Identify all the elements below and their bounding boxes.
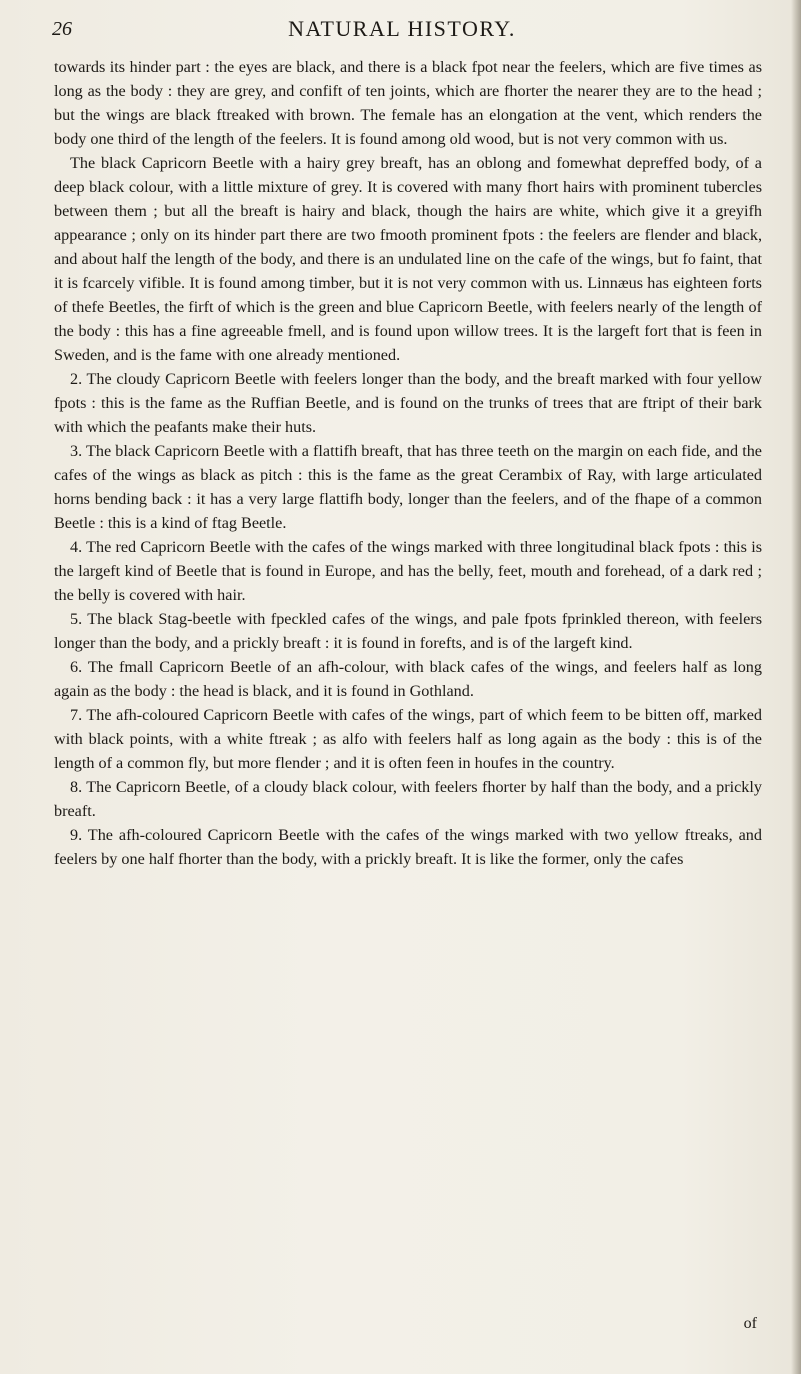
- paragraph: 9. The afh-coloured Capricorn Beetle with the cafes of the wings marked with two yellow ftreaks, and feelers by one half fhorter than the body, with a prickly breaft. It is like the former, only the cafes: [54, 826, 762, 868]
- page-header: [52, 10, 752, 50]
- page-number: 26: [52, 18, 72, 40]
- paragraph: 6. The fmall Capricorn Beetle of an afh-colour, with black cafes of the wings, and feelers half as long again as the body : the head is black, and it is found in Gothland.: [54, 658, 762, 700]
- paragraph: 8. The Capricorn Beetle, of a cloudy black colour, with feelers fhorter by half than the body, and a prickly breaft.: [54, 778, 762, 820]
- paragraph: 7. The afh-coloured Capricorn Beetle with cafes of the wings, part of which feem to be bitten off, marked with black points, with a white ftreak ; as alfo with feelers half as long again as the body : this is of the length of a common fly, but more flender ; and it is often feen in houfes in the country.: [54, 706, 762, 772]
- page-edge-shadow: [791, 0, 801, 1374]
- running-head: NATURAL HISTORY.: [288, 16, 516, 41]
- body-text: [54, 55, 762, 871]
- paragraph: 5. The black Stag-beetle with fpeckled cafes of the wings, and pale fpots fprinkled thereon, with feelers longer than the body, and a prickly breaft : it is found in forefts, and is of the largeft kind.: [54, 610, 762, 652]
- paragraph: The black Capricorn Beetle with a hairy grey breaft, has an oblong and fomewhat depreffed body, of a deep black colour, with a little mixture of grey. It is covered with many fhort hairs with prominent tubercles between them ; but all the breaft is hairy and black, though the hairs are white, which give it a greyifh appearance ; only on its hinder part there are two fmooth prominent fpots : the feelers are flender and black, and about half the length of the body, and there is an undulated line on the cafe of the wings, but fo faint, that it is fcarcely vifible. It is found among timber, but it is not very common with us. Linnæus has eighteen forts of thefe Beetles, the firft of which is the green and blue Capricorn Beetle, with feelers nearly of the length of the body : this has a fine agreeable fmell, and is found upon willow trees. It is the largeft fort that is feen in Sweden, and is the fame with one already mentioned.: [54, 154, 762, 364]
- paragraph: 4. The red Capricorn Beetle with the cafes of the wings marked with three longitudinal black fpots : this is the largeft kind of Beetle that is found in Europe, and has the belly, feet, mouth and forehead, of a dark red ; the belly is covered with hair.: [54, 538, 762, 604]
- paragraph: 2. The cloudy Capricorn Beetle with feelers longer than the body, and the breaft marked with four yellow fpots : this is the fame as the Ruffian Beetle, and is found on the trunks of trees that are ftript of their bark with which the peafants make their huts.: [54, 370, 762, 436]
- paragraph: towards its hinder part : the eyes are black, and there is a black fpot near the feelers, which are five times as long as the body : they are grey, and confift of ten joints, which are fhorter the nearer they are to the head ; but the wings are black ftreaked with brown. The female has an elongation at the vent, which renders the body one third of the length of the feelers. It is found among old wood, but is not very common with us.: [54, 58, 762, 148]
- catchword: of: [743, 1315, 757, 1332]
- paragraph: 3. The black Capricorn Beetle with a flattifh breaft, that has three teeth on the margin on each fide, and the cafes of the wings as black as pitch : this is the fame as the great Cerambix of Ray, with large articulated horns bending back : it has a very large flattifh body, longer than the feelers, and of the fhape of a common Beetle : this is a kind of ftag Beetle.: [54, 442, 762, 532]
